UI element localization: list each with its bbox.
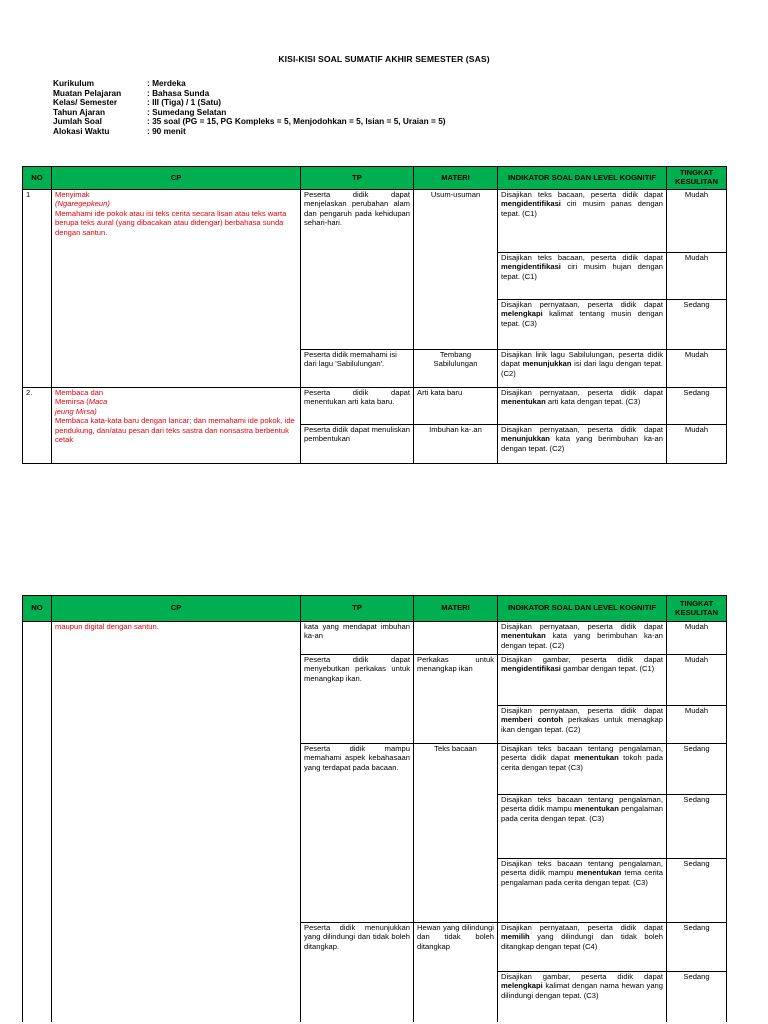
indikator-cell: Disajikan teks bacaan tentang pengalaman, peserta didik mampu menentukan pengalaman pada cerita dengan tepat. (C3) [498,795,667,859]
header-tingkat: TINGKAT KESULITAN [667,596,727,622]
indikator-cell: Disajikan pernyataan, peserta didik dapat melengkapi kalimat tentang musin dengan tepat. (C3) [498,300,667,350]
kisi-kisi-table-1 [22,166,727,464]
table-header-row [23,596,727,622]
header-indikator: INDIKATOR SOAL DAN LEVEL KOGNITIF [498,596,667,622]
indikator-cell: Disajikan teks bacaan tentang pengalaman, peserta didik mampu menentukan tema cerita pengalaman pada cerita dengan tepat. (C3) [498,859,667,923]
table-row: maupun digital dengan santun. kata yang mendapat imbuhan ka-an Disajikan pernyataan, peserta didik dapat menentukan kata yang berimbuhan ka-an dengan tepat. (C2) Mudah [23,622,727,655]
table-row: Peserta didik mampu memahami aspek kebahasaan yang terdapat pada bacaan. Teks bacaan Disajikan teks bacaan tentang pengalaman, peserta didik dapat menentukan tokoh pada cerita dengan tepat (C3) Sedang [23,744,727,795]
indikator-cell: Disajikan lirik lagu Sabilulungan, peserta didik dapat menunjukkan isi dari lagu dengan tepat. (C2) [498,350,667,388]
header-no: NO [23,596,52,622]
meta-row: Tahun Ajaran : Sumedang Selatan [53,106,227,117]
header-tp: TP [301,596,414,622]
indikator-cell: Disajikan teks bacaan, peserta didik dapat mengidentifikasi ciri musim hujan dengan tepat. (C1) [498,253,667,300]
header-indikator: INDIKATOR SOAL DAN LEVEL KOGNITIF [498,167,667,190]
table-row: Disajikan teks bacaan, peserta didik dapat mengidentifikasi ciri musim hujan dengan tepat. (C1) Mudah [23,253,727,300]
table-row: Disajikan pernyataan, peserta didik dapat melengkapi kalimat tentang musin dengan tepat. (C3) Sedang [23,300,727,350]
header-materi: MATERI [414,167,498,190]
indikator-cell: Disajikan gambar, peserta didik dapat melengkapi kalimat dengan nama hewan yang dilindungi dengan tepat. (C3) [498,972,667,1020]
header-tingkat: TINGKAT KESULITAN [667,167,727,190]
cp-cell: maupun digital dengan santun. [52,622,301,1022]
meta-row: Kelas/ Semester : III (Tiga) / 1 (Satu) [53,97,222,108]
indikator-cell: Disajikan gambar, peserta didik dapat mengidentifikasi gambar dengan tepat. (C1) [498,655,667,706]
meta-row: Kurikulum : Merdeka [53,78,186,88]
header-materi: MATERI [414,596,498,622]
table-row: 2. Membaca dan Memirsa (Maca jeung Mirsa) Membaca kata-kata baru dengan lancar; dan memahami ide pokok, ide pendukung, dan/atau pesan dari teks sastra dan nonsastra berbentuk cetak Peserta didik dapat menentukan arti kata baru. Arti kata baru Disajikan pernyataan, peserta didik dapat menentukan arti kata dengan tepat. (C3) Sedang [23,388,727,425]
table-row: Peserta didik memahami isi dari lagu 'Sabilulungan'. Tembang Sabilulungan Disajikan lirik lagu Sabilulungan, peserta didik dapat menunjukkan isi dari lagu dengan tepat. (C2) Mudah [23,350,727,388]
meta-row: Jumlah Soal : 35 soal (PG = 15, PG Kompleks = 5, Menjodohkan = 5, Isian = 5, Uraian = 5) [53,116,446,127]
table-row: Peserta didik dapat menyebutkan perkakas untuk menangkap ikan. Perkakas untuk menangkap ikan Disajikan gambar, peserta didik dapat mengidentifikasi gambar dengan tepat. (C1) Mudah [23,655,727,706]
meta-row: Alokasi Waktu : 90 menit [53,125,186,136]
cp-cell: Menyimak (Ngaregepkeun) Memahami ide pokok atau isi teks cerita secara lisan atau teks warta berupa teks aural (yang dibacakan atau didengar) berbahasa sunda dengan santun. [52,190,301,388]
header-cp: CP [52,167,301,190]
indikator-cell: Disajikan pernyataan, peserta didik dapat menentukan arti kata dengan tepat. (C3) [498,388,667,425]
kisi-kisi-table-2 [22,595,727,1022]
meta-info [53,79,446,137]
indikator-cell: Disajikan pernyataan, peserta didik dapat menunjukkan kata yang berimbuhan ka-an dengan tepat. (C2) [498,425,667,464]
indikator-cell: Disajikan teks bacaan, peserta didik dapat mengidentifikasi ciri musim panas dengan tepat. (C1) [498,190,667,253]
cp-cell: Membaca dan Memirsa (Maca jeung Mirsa) Membaca kata-kata baru dengan lancar; dan memahami ide pokok, ide pendukung, dan/atau pesan dari teks sastra dan nonsastra berbentuk cetak [52,388,301,464]
header-cp: CP [52,596,301,622]
table-header-row [23,167,727,190]
meta-row: Muatan Pelajaran : Bahasa Sunda [53,87,210,98]
indikator-cell: Disajikan pernyataan, peserta didik dapat memilih yang dilindungi dan tidak boleh ditangkap dengan tepat (C4) [498,923,667,972]
indikator-cell: Disajikan pernyataan, peserta didik dapat menentukan kata yang berimbuhan ka-an dengan tepat. (C2) [498,622,667,655]
table-row: Peserta didik dapat menuliskan pembentukan Imbuhan ka-.an Disajikan pernyataan, peserta didik dapat menunjukkan kata yang berimbuhan ka-an dengan tepat. (C2) Mudah [23,425,727,464]
header-no: NO [23,167,52,190]
table-row: Peserta didik menunjukkan yang dilindungi dan tidak boleh ditangkap. Hewan yang dilindungi dan tidak boleh ditangkap Disajikan pernyataan, peserta didik dapat memilih yang dilindungi dan tidak boleh ditangkap dengan tepat (C4) Sedang [23,923,727,972]
table-row: Disajikan teks bacaan tentang pengalaman, peserta didik mampu menentukan tema cerita pengalaman pada cerita dengan tepat. (C3) Sedang [23,859,727,923]
table-row: 1 Menyimak (Ngaregepkeun) Memahami ide pokok atau isi teks cerita secara lisan atau teks warta berupa teks aural (yang dibacakan atau didengar) berbahasa sunda dengan santun. Peserta didik dapat menjelaskan perubahan alam dan pengaruh pada kehidupan sehari-hari. Usum-usuman Disajikan teks bacaan, peserta didik dapat mengidentifikasi ciri musim panas dengan tepat. (C1) Mudah [23,190,727,253]
indikator-cell: Disajikan pernyataan, peserta didik dapat memberi contoh perkakas untuk menagkap ikan dengan tepat. (C2) [498,706,667,744]
indikator-cell: Disajikan teks bacaan tentang pengalaman, peserta didik dapat menentukan tokoh pada cerita dengan tepat (C3) [498,744,667,795]
table-row: Disajikan teks bacaan tentang pengalaman, peserta didik mampu menentukan pengalaman pada cerita dengan tepat. (C3) Sedang [23,795,727,859]
table-row: Disajikan pernyataan, peserta didik dapat memberi contoh perkakas untuk menagkap ikan dengan tepat. (C2) Mudah [23,706,727,744]
document-title: KISI-KISI SOAL SUMATIF AKHIR SEMESTER (SAS) [278,54,490,64]
table-row: Disajikan gambar, peserta didik dapat melengkapi kalimat dengan nama hewan yang dilindungi dengan tepat. (C3) Sedang [23,972,727,1020]
header-tp: TP [301,167,414,190]
